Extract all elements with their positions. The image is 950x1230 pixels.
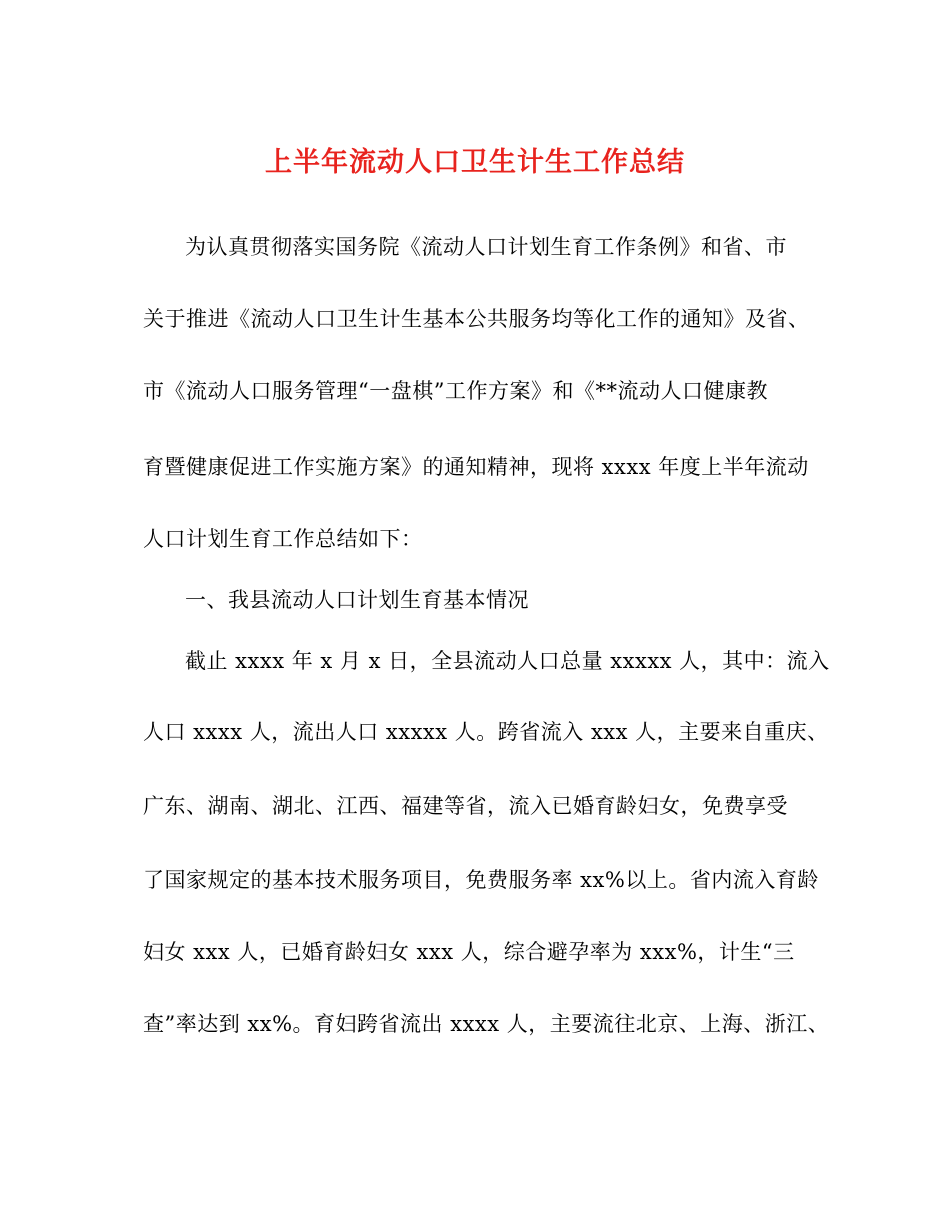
paragraph-line: 人口计划生育工作总结如下： <box>143 527 423 551</box>
paragraph-line: 截止 xxxx 年 x 月 x 日，全县流动人口总量 xxxxx 人，其中：流入 <box>185 649 830 673</box>
paragraph-line: 市《流动人口服务管理“一盘棋”工作方案》和《**流动人口健康教 <box>143 379 768 403</box>
paragraph-line: 查”率达到 xx%。育妇跨省流出 xxxx 人，主要流往北京、上海、浙江、 <box>143 1012 830 1036</box>
paragraph-line: 关于推进《流动人口卫生计生基本公共服务均等化工作的通知》及省、 <box>143 307 810 331</box>
paragraph-line: 妇女 xxx 人，已婚育龄妇女 xxx 人，综合避孕率为 xxx%，计生“三 <box>143 940 795 964</box>
section-heading: 一、我县流动人口计划生育基本情况 <box>185 588 529 612</box>
paragraph-line: 人口 xxxx 人，流出人口 xxxxx 人。跨省流入 xxx 人，主要来自重庆、 <box>143 720 829 744</box>
paragraph-line: 为认真贯彻落实国务院《流动人口计划生育工作条例》和省、市 <box>185 235 787 259</box>
paragraph-line: 育暨健康促进工作实施方案》的通知精神，现将 xxxx 年度上半年流动 <box>143 455 809 479</box>
paragraph-line: 广东、湖南、湖北、江西、福建等省，流入已婚育龄妇女，免费享受 <box>143 794 788 818</box>
paragraph-line: 了国家规定的基本技术服务项目，免费服务率 xx%以上。省内流入育龄 <box>143 868 819 892</box>
document-title: 上半年流动人口卫生计生工作总结 <box>265 147 685 178</box>
